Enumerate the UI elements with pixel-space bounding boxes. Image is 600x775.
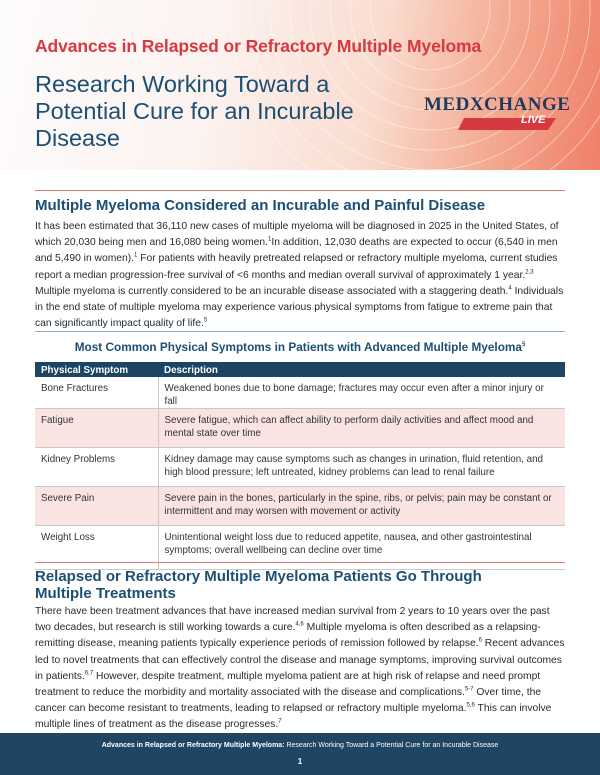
page-footer	[0, 733, 600, 775]
footer-title: Advances in Relapsed or Refractory Multiple Myeloma: Research Working Toward a Potential Cure for an Incurable Disease	[101, 742, 499, 749]
section-heading-incurable: Multiple Myeloma Considered an Incurable and Painful Disease	[35, 197, 486, 214]
description-cell: Weakened bones due to bone damage; fractures may occur even after a minor injury or fall	[158, 377, 565, 409]
text-run: Over time, the cancer can become resistant to treatments, leading to relapsed or refractory multiple myeloma.	[35, 687, 542, 715]
page-number: 1	[297, 757, 303, 766]
logo-tag: LIVE	[521, 114, 546, 126]
section-heading-relapsed: Relapsed or Refractory Multiple Myeloma Patients Go Through Multiple Treatments	[35, 568, 482, 602]
text-run: Multiple myeloma is often described as a relapsing-remitting disease, meaning patients typically experience periods of remission followed by relapse.	[35, 622, 541, 650]
symptom-cell: Fatigue	[35, 409, 158, 448]
symptom-cell: Kidney Problems	[35, 448, 158, 487]
table-row	[35, 409, 565, 448]
text-run: Multiple myeloma is currently considered to be an incurable disease associated with a staggering death.	[35, 285, 509, 297]
logo-brand: MEDXCHANGE	[424, 94, 571, 115]
text-run: It has been estimated that 36,110 new cases of multiple myeloma will be diagnosed in 2025 in the United States, of which 20,030 being men and 16,080 being women.	[35, 221, 559, 249]
citation-sup: 4	[508, 285, 512, 292]
column-header-symptom: Physical Symptom	[35, 362, 158, 377]
text-run: In addition, 12,030 deaths are expected to occur (6,540 in men and 5,490 in women).	[35, 237, 558, 265]
text-run: There have been treatment advances that have increased median survival from 2 years to 10 years over the past two decades, but research is still working towards a cure.	[35, 606, 550, 634]
table-top-rule	[35, 331, 565, 332]
text-run: Individuals in the end state of multiple myeloma may experience various physical symptoms from fatigue to extreme pain that can significantly impact quality of life.	[35, 285, 564, 330]
text-run: For patients with heavily pretreated relapsed or refractory multiple myeloma, current studies report a median progression-free survival of <6 months and median overall survival of approximately 1 year.	[35, 253, 558, 281]
description-cell: Kidney damage may cause symptoms such as changes in urination, fluid retention, and high blood pressure; left untreated, kidney problems can lead to renal failure	[158, 448, 565, 487]
description-cell: Severe pain in the bones, particularly in the spine, ribs, or pelvis; pain may be constant or intermittent and may worsen with movement or activity	[158, 487, 565, 526]
section-divider	[35, 562, 565, 563]
text-run: This can involve multiple lines of treatment as the disease progresses.	[35, 703, 552, 731]
symptom-cell: Bone Fractures	[35, 377, 158, 409]
citation-sup: 7	[278, 719, 282, 725]
symptoms-table	[35, 362, 565, 570]
header-banner	[0, 0, 600, 170]
table-title: Most Common Physical Symptoms in Patients with Advanced Multiple Myeloma$^5$	[74, 340, 526, 354]
section-divider	[35, 190, 565, 191]
text-run: Recent advances led to novel treatments that can effectively control the disease and manage symptoms, improving survival outcomes in patients.	[35, 638, 565, 682]
citation-sup: 6,7	[84, 670, 94, 677]
citation-sup: 2,3	[525, 269, 534, 276]
medxchange-live-logo	[424, 92, 571, 142]
paragraph-treatment	[35, 604, 567, 734]
citation-sup: 6	[478, 637, 482, 644]
document-title: Research Working Toward a Potential Cure for an Incurable Disease	[35, 71, 354, 151]
table-header-row	[35, 362, 565, 377]
citation-sup: 5,6	[466, 702, 475, 709]
symptom-cell: Weight Loss	[35, 526, 158, 570]
table-row	[35, 448, 565, 487]
citation-sup: 5-7	[464, 686, 474, 693]
column-header-description: Description	[158, 362, 565, 377]
text-run: However, despite treatment, multiple myeloma patient are at high risk of relapse and need prompt treatment to reduce the morbidity and mortality associated with the disease and complications.	[35, 670, 541, 699]
paragraph-incidence	[35, 219, 567, 332]
description-cell: Unintentional weight loss due to reduced appetite, nausea, and other gastrointestinal symptoms; overall wellbeing can decline over time	[158, 526, 565, 570]
symptom-cell: Severe Pain	[35, 487, 158, 526]
table-row	[35, 487, 565, 526]
document-series-title: Advances in Relapsed or Refractory Multiple Myeloma	[35, 36, 482, 56]
citation-sup: 4,6	[295, 621, 304, 628]
citation-sup: 1	[134, 252, 138, 259]
description-cell: Severe fatigue, which can affect ability to perform daily activities and affect mood and mental state over time	[158, 409, 565, 448]
table-row	[35, 377, 565, 409]
citation-sup: 1	[268, 236, 272, 243]
citation-sup: 5	[203, 317, 208, 324]
